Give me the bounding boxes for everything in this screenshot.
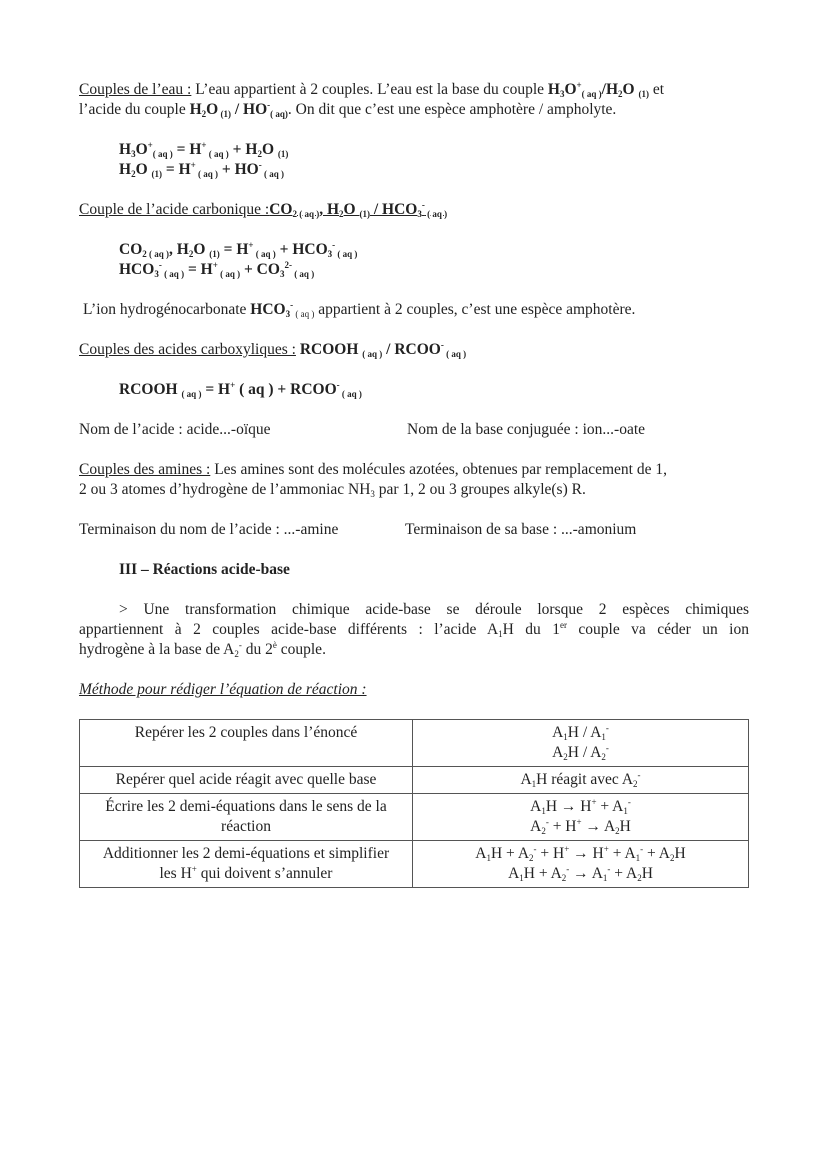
carbonique-heading: Couple de l’acide carbonique $:CO_2$ $_{( aq )}$, $H_2O$ $_{(1)} / HCO_3^-$ $_{( aq )}$ [79,200,448,219]
section3-p1: > Une transformation chimique acide-base se déroule lorsque 2 espèces chimiques [119,601,749,618]
table-cell: Écrire les 2 demi-équations dans le sens de la réaction [80,794,413,841]
eau-couple1: $H_3O^+_{( aq )}/H_2O$ $_{(1)}$ [547,80,649,99]
table-row [80,720,749,767]
section3-p2: appartiennent à 2 couples acide-base différents : l’acide $A_1H$ du 1er couple va céder un ion [79,620,749,639]
carboxyliques-heading-line [79,340,466,360]
amines-line1 [79,460,667,480]
eau-equation-1: $H_3O^+_{( aq )} = H^+$ $_{( aq )} + H_2O$ $_{(1)}$ [119,140,289,159]
carbonique-equation-2: $HCO_3^-$ $_{( aq )}$ = H+ $_{( aq )} + CO_3^{2-}$ $_{( aq )}$ [119,260,315,279]
methode-table [79,719,749,888]
eau-paragraph-line2 [79,100,616,120]
nom-base: Nom de la base conjuguée : ion...-oate [407,421,646,438]
amines-text2b: par 1, 2 ou 3 groupes alkyle(s) R. [374,481,586,498]
eau-paragraph-line1 [79,80,664,100]
terminaison-base: Terminaison de sa base : ...-amonium [405,521,637,538]
table-row [80,794,749,841]
table-cell: $A_1H + A_2^- + H^+ \to H^+ + A_1^- + A_2H$ $A_1H + A_2^- \to A_1^- + A_2H$ [413,841,749,888]
eau-text4: . On dit que c’est une espèce amphotère / ampholyte. [287,101,617,118]
table-cell: $A_1H / A_1^-$ $A_2H / A_2^-$ [413,720,749,767]
carbonique-heading-line [79,200,447,220]
amines-line2: 2 ou 3 atomes d’hydrogène de l’ammoniac $NH_3$ par 1, 2 ou 3 groupes alkyle(s) R. [79,481,586,499]
table-row [80,841,749,888]
nom-acide: Nom de l’acide : acide...-oïque [79,421,271,438]
eau-heading: Couples de l’eau : [79,81,192,98]
table-cell: $A_1H$ réagit avec $A_2^-$ [413,767,749,794]
table-cell: $A_1H \to H^+ + A_1^-$ $A_2^- + H^+ \to A_2H$ [413,794,749,841]
carboxyliques-equation: RCOOH $_{( aq )}$ = H+ ( aq ) + RCOO- $_{( aq )}$ [119,380,362,399]
eau-text2: et [648,81,665,98]
carboxyliques-couple: RCOOH $_{( aq )}$ / RCOO- $_{( aq )}$ [299,340,467,359]
hco3-formula: $HCO_3^-$ [250,300,294,319]
eau-equation-2: $H_2O$ $_{(1)}$ = H+ $_{( aq )}$ + HO- $_{( aq )}$ [119,160,284,179]
table-cell: Repérer les 2 couples dans l’énoncé [80,720,413,767]
table-row [80,767,749,794]
section-title: III – Réactions acide-base [119,561,290,578]
eau-text1: L’eau appartient à 2 couples. L’eau est la base du couple [191,81,548,98]
amines-text2a: 2 ou 3 atomes d’hydrogène de l’ammoniac NH [79,481,371,498]
amines-text1: Les amines sont des molécules azotées, obtenues par remplacement de 1, [210,461,667,478]
methode-heading: Méthode pour rédiger l’équation de réaction : [79,681,367,698]
table-cell: Additionner les 2 demi-équations et simplifier les H+ qui doivent s’annuler [80,841,413,888]
carbonique-note-pre: L’ion hydrogénocarbonate [83,301,251,318]
carbonique-note-post: appartient à 2 couples, c’est une espèce amphotère. [314,301,636,318]
eau-couple2: $H_2O$ $_{(1)} / HO^-_{( aq)}$ [189,100,288,119]
eau-text3: l’acide du couple [79,101,190,118]
terminaison-acide: Terminaison du nom de l’acide : ...-amine [79,521,339,538]
table-cell: Repérer quel acide réagit avec quelle base [80,767,413,794]
amines-heading: Couples des amines : [79,461,211,478]
carboxyliques-heading: Couples des acides carboxyliques : [79,341,296,358]
section3-p3: hydrogène à la base de $A_2^-$ du $2^è$ couple. [79,640,326,659]
carbonique-note: L’ion hydrogénocarbonate $HCO_3^-$ $_{( aq )}$ appartient à 2 couples, c’est une espèce amphotère. [83,300,636,319]
carbonique-equation-1: $CO_2$ $_{( aq )}$, $H_2O$ $_{(1)}$ = H+ $_{( aq )} + HCO_3^-$ $_{( aq )}$ [119,240,358,259]
